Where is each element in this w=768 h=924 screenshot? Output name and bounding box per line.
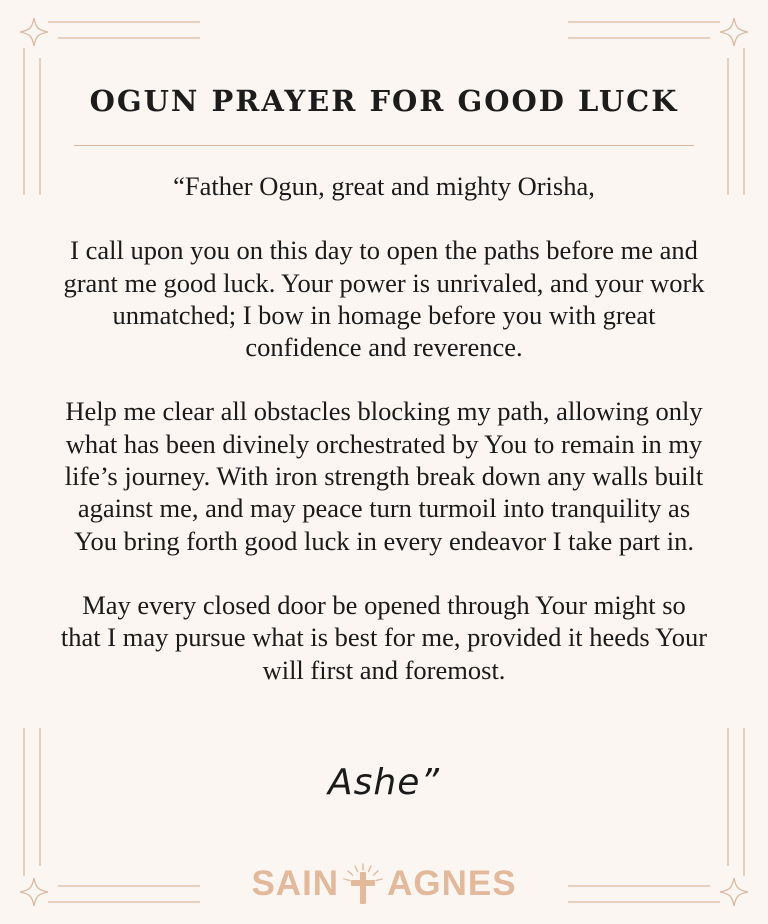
prayer-paragraph-4: May every closed door be opened through Your might so that I may pursue what is best for me, provided it heeds Your will first and foremost. [60,589,708,685]
brand-name-left: SAIN [251,864,340,903]
prayer-body [60,170,708,686]
title-divider [74,145,694,146]
prayer-paragraph-1: “Father Ogun, great and mighty Orisha, [173,171,595,201]
cross-sunburst-icon [339,862,387,906]
prayer-paragraph-3: Help me clear all obstacles blocking my path, allowing only what has been divinely orchestrated by You to remain in my life’s journey. With iron strength break down any walls built against me, and may peace turn turmoil into tranquility as You bring forth good luck in every endeavor I take part in. [64,396,704,556]
page-title: OGUN PRAYER FOR GOOD LUCK [89,84,679,118]
prayer-paragraph-2: I call upon you on this day to open the paths before me and grant me good luck. Your power is unrivaled, and your work unmatched; I bow in homage before you with great confidence and reverence. [63,235,705,363]
brand-logo [0,862,768,906]
brand-name-right: AGNES [387,864,517,903]
prayer-signoff: Ashe” [328,762,440,803]
